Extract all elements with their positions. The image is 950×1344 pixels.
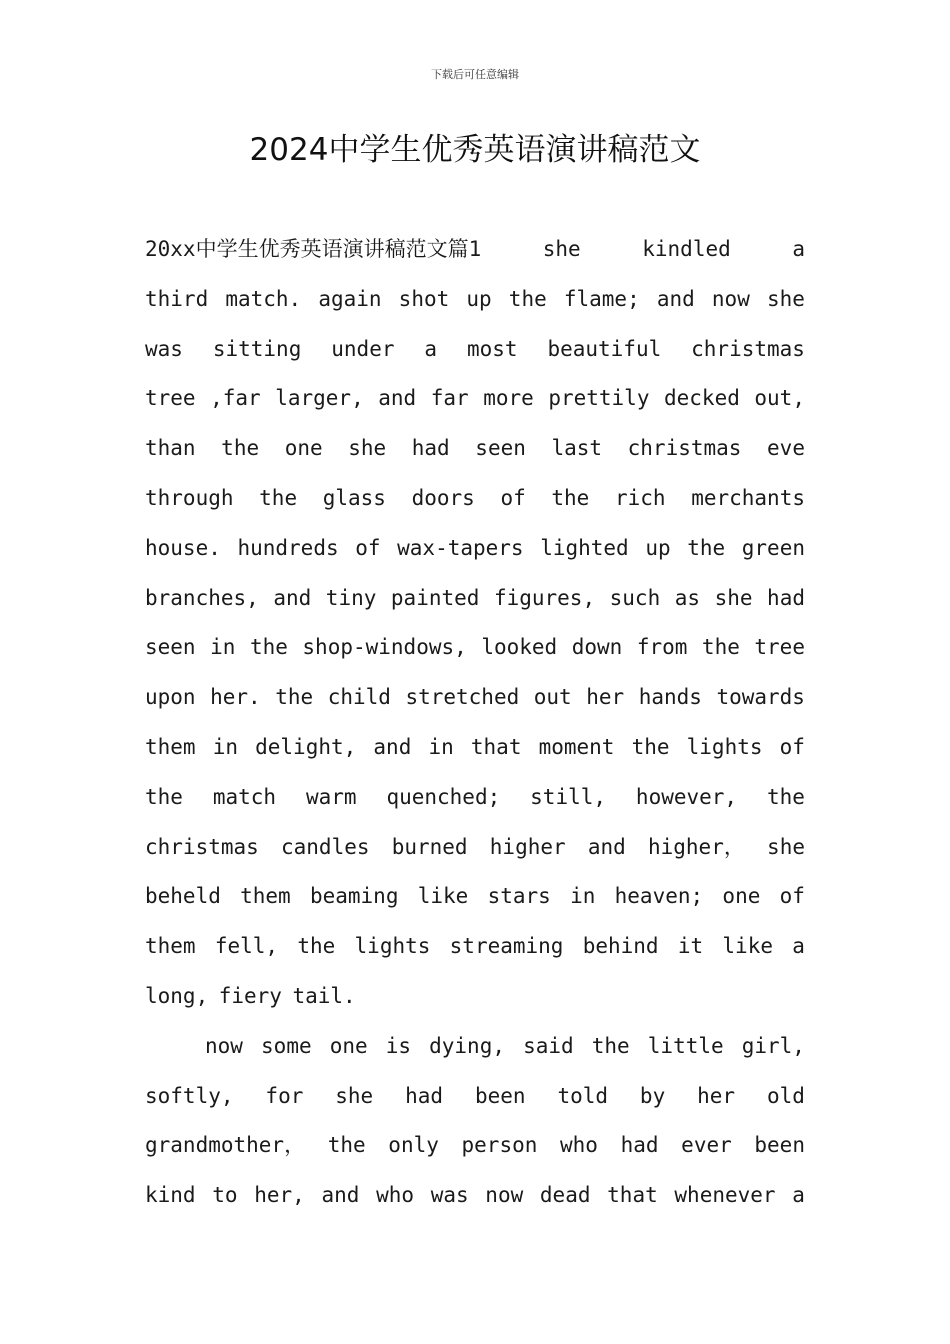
word: of [779,734,805,759]
word: it [677,934,704,959]
word: towards [716,685,805,710]
word: far [430,386,469,411]
word: the [508,286,547,311]
word: through [145,485,234,510]
word: and [656,286,695,311]
text-line [145,1121,805,1171]
word: streaming [449,934,564,959]
word: the [145,784,183,809]
word: the [631,734,670,759]
word: long, [145,983,209,1008]
word: burned [391,834,468,859]
text-line [145,1171,805,1221]
word: she [542,237,581,261]
text-line [145,623,805,673]
word: however, [635,784,738,809]
text-line [145,424,805,474]
word: branches, [145,585,259,610]
word: she [335,1083,374,1108]
word: christmas [691,336,805,361]
word: under [331,336,395,361]
word: green [741,535,805,560]
word: lights [354,934,431,959]
word: the [275,685,314,710]
word: now [711,286,750,311]
word: such [609,585,661,610]
word: flame; [563,286,640,311]
word: up [466,286,492,311]
word: wax-tapers [397,535,524,560]
text-line [145,275,805,325]
word: third [145,286,209,311]
word: dead [539,1183,591,1208]
word: grandmother， [145,1133,306,1158]
word: stars [487,884,551,909]
word: one [284,436,323,461]
word: for [265,1083,304,1108]
word: to [212,1183,238,1208]
word: more [483,386,534,411]
word: the [259,485,298,510]
word: the [249,635,288,660]
word: as [674,585,701,610]
word: delight, [255,734,357,759]
word: who [560,1133,598,1158]
word: them [145,934,196,959]
word: again [318,286,382,311]
text-line [145,325,805,375]
word: like [722,934,773,959]
text-line [145,723,805,773]
paragraph [145,225,805,1022]
word: she [348,436,387,461]
paragraph [145,1022,805,1221]
word: tiny [325,585,377,610]
word: match. [225,286,302,311]
word: figures, [493,585,596,610]
text-line [145,872,805,922]
word: kindled [642,237,731,261]
word: dying, [429,1033,505,1058]
text-line [145,1072,805,1122]
word: hands [638,685,702,710]
word: one [329,1033,368,1058]
word: old [766,1083,805,1108]
word: prettily [548,386,650,411]
word: in [428,734,454,759]
text-line [145,524,805,574]
word: her [697,1083,736,1108]
word: them [145,734,196,759]
word: and [373,734,412,759]
word: been [754,1133,805,1158]
word: the [221,436,260,461]
word: and [273,585,312,610]
word: rich [614,485,666,510]
word: eve [767,436,805,461]
word: the [297,934,336,959]
word: larger, [275,386,364,411]
text-line [145,474,805,524]
word: stretched [405,685,520,710]
document-body [145,225,805,1221]
word: tail. [292,983,356,1008]
text-line [145,374,805,424]
text-line [145,225,805,275]
word: beheld [145,884,221,909]
word: a [424,336,438,361]
word: she [714,585,753,610]
word: still, [530,784,607,809]
word: upon [145,685,196,710]
word: up [645,535,671,560]
word: kind [145,1183,196,1208]
word: a [792,934,805,959]
word: of [355,535,381,560]
word: had [411,436,450,461]
word: fiery [218,983,282,1008]
word: the [687,535,726,560]
word: beautiful [547,336,662,361]
word: warm [305,784,357,809]
word: of [779,884,805,909]
word: person [461,1133,538,1158]
text-line [145,773,805,823]
word: of [500,485,526,510]
word: most [466,336,518,361]
word: than [145,436,196,461]
text-line [145,1022,805,1072]
word: and [587,834,626,859]
word: christmas [627,436,742,461]
page-title: 2024中学生优秀英语演讲稿范文 [249,132,701,168]
word: in [570,884,596,909]
word: is [385,1033,412,1058]
word: from [636,635,688,660]
word: merchants [691,485,805,510]
word: like [417,884,469,909]
word: candles [281,834,370,859]
word: them [240,884,291,909]
word: beaming [309,884,399,909]
word: the [327,1133,366,1158]
word: she [767,834,805,859]
word: in [210,635,236,660]
word: and [321,1183,360,1208]
word: child [327,685,391,710]
word: glass [322,485,386,510]
word: was [430,1183,469,1208]
word: in [212,734,238,759]
word: sitting [212,336,302,361]
word: some [261,1033,312,1058]
word: hundreds [237,535,339,560]
word: doors [411,485,475,510]
text-line [145,972,805,1022]
word: had [767,585,805,610]
word: and [378,386,417,411]
word: down [571,635,623,660]
word: ,far [210,386,261,411]
word: girl, [741,1033,805,1058]
word: out [533,685,572,710]
word: the [551,485,590,510]
word: tree [754,635,805,660]
word: said [523,1033,574,1058]
word: higher， [647,834,745,859]
word: only [388,1133,439,1158]
word: looked [481,635,558,660]
word: shot [398,286,450,311]
word: told [557,1083,609,1108]
text-line [145,673,805,723]
word: that [470,734,522,759]
word: last [551,436,603,461]
text-line [145,922,805,972]
word: the [591,1033,630,1058]
word: house. [145,535,221,560]
word: the [701,635,740,660]
word: her. [210,685,261,710]
word: painted [390,585,480,610]
word: her, [254,1183,305,1208]
word: seen [475,436,526,461]
word: now [205,1033,243,1058]
word: was [145,336,183,361]
word: christmas [145,834,259,859]
word: heaven; [614,884,704,909]
word: by [639,1083,666,1108]
word: tree [145,386,196,411]
word: softly, [145,1083,234,1108]
word: who [376,1183,415,1208]
word: higher [489,834,566,859]
word: been [474,1083,526,1108]
word: out, [754,386,805,411]
word: behind [582,934,659,959]
word: moment [538,734,615,759]
word: shop-windows, [302,635,467,660]
text-line [145,823,805,873]
word: quenched; [386,784,501,809]
word: lighted [540,535,629,560]
word: decked [664,386,740,411]
word: fell, [214,934,279,959]
word: her [586,685,625,710]
header-note: 下载后可任意编辑 [431,68,519,81]
word: had [405,1083,444,1108]
word: now [485,1183,524,1208]
word: the [766,784,805,809]
word: had [620,1133,659,1158]
word: whenever [674,1183,776,1208]
word: a [792,1183,805,1208]
word: seen [145,635,196,660]
word: she [766,286,805,311]
word: ever [681,1133,732,1158]
word: a [792,237,805,261]
word: that [607,1183,658,1208]
text-line [145,574,805,624]
word: match [212,784,277,809]
word: lights [686,734,763,759]
word: 20xx中学生优秀英语演讲稿范文篇1 [145,237,482,261]
word: little [647,1033,724,1058]
word: one [722,884,761,909]
